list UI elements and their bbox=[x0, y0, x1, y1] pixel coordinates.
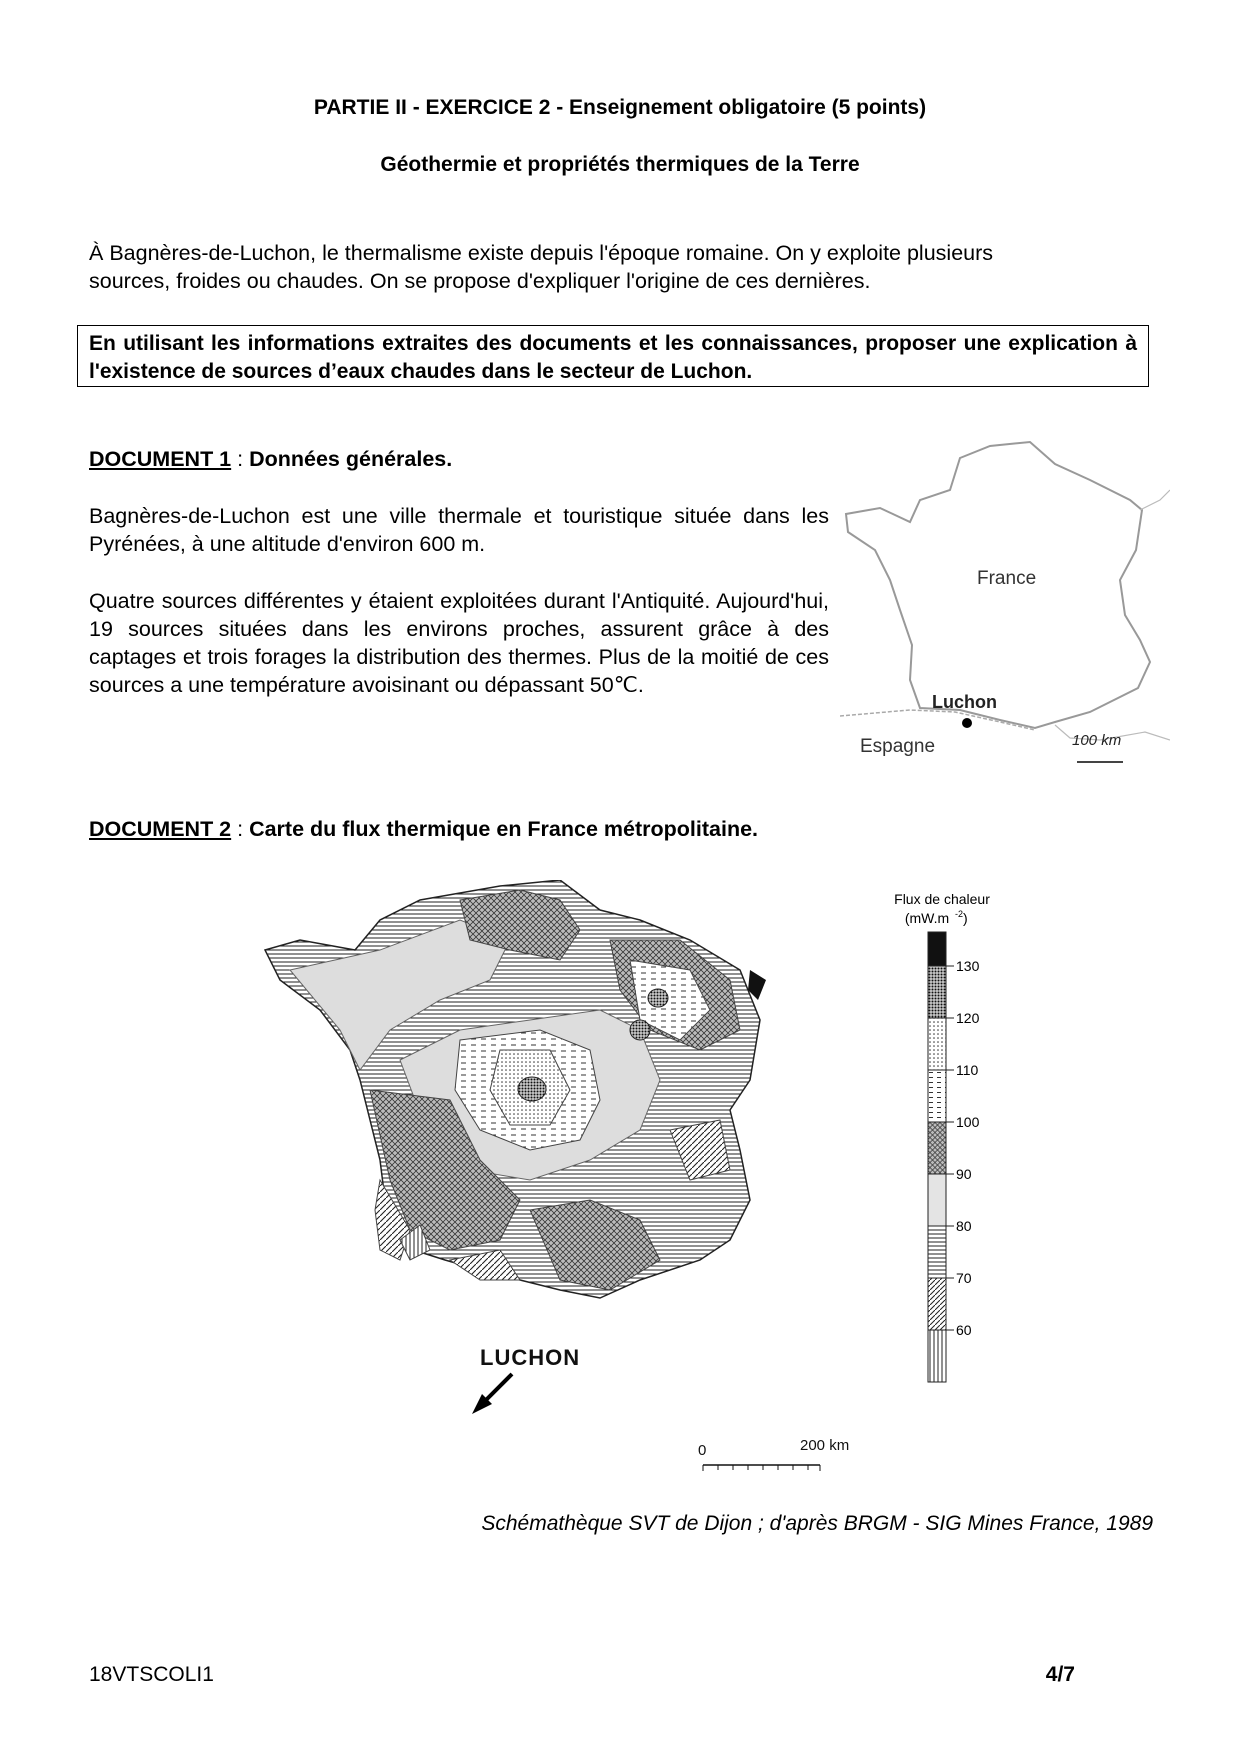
legend-swatch-100-110 bbox=[928, 1070, 946, 1122]
doc2-sep: : bbox=[231, 817, 250, 841]
legend-swatch-below-60 bbox=[928, 1330, 946, 1382]
legend-tick-label: 100 bbox=[956, 1114, 980, 1130]
locator-country-label: France bbox=[977, 568, 1037, 589]
heatmap-scale-end: 200 km bbox=[800, 1437, 850, 1454]
locator-city-label: Luchon bbox=[932, 692, 997, 712]
legend-tick-label: 120 bbox=[956, 1010, 980, 1026]
intro-line-2: sources, froides ou chaudes. On se propose d'expliquer l'origine de ces dernières. bbox=[89, 269, 871, 293]
legend-tick-label: 110 bbox=[956, 1062, 979, 1078]
legend-tick-label: 70 bbox=[956, 1270, 972, 1286]
doc2-title: Carte du flux thermique en France métropolitaine. bbox=[249, 817, 759, 841]
locator-scale-label: 100 km bbox=[1072, 732, 1122, 749]
heat-flux-legend bbox=[880, 880, 1020, 1420]
legend-swatch-70-80 bbox=[928, 1226, 946, 1278]
doc1-label: DOCUMENT 1 bbox=[89, 447, 232, 471]
legend-swatch-80-90 bbox=[928, 1174, 946, 1226]
locator-city-dot bbox=[962, 718, 972, 728]
legend-tick-label: 60 bbox=[956, 1322, 972, 1338]
doc1-paragraph-2: Quatre sources différentes y étaient exploitées durant l'Antiquité. Aujourd'hui, 19 sources situées dans les environs proches, assurent grâce à des captages et trois forages la distribution des thermes. Plus de la moitié de ces sources a une température avoisinant ou dépassant 50℃. bbox=[89, 589, 829, 697]
legend-title: Flux de chaleur bbox=[894, 891, 990, 907]
doc1-sep: : bbox=[231, 447, 250, 471]
doc1-locator-map bbox=[840, 440, 1170, 770]
legend-swatch-60-70 bbox=[928, 1278, 946, 1330]
footer-code: 18VTSCOLI1 bbox=[89, 1663, 214, 1686]
legend-unit-exp: -2 bbox=[955, 909, 964, 919]
doc2-heading bbox=[89, 817, 758, 842]
legend-swatch-above-130 bbox=[928, 932, 946, 966]
exercise-subtitle: Géothermie et propriétés thermiques de la Terre bbox=[380, 153, 860, 176]
locator-neighbor-label: Espagne bbox=[860, 736, 936, 757]
heatmap-scale-ticks bbox=[703, 1465, 820, 1471]
legend-unit: (mW.m bbox=[904, 910, 950, 926]
intro-line-1: À Bagnères-de-Luchon, le thermalisme existe depuis l'époque romaine. On y exploite plusieurs bbox=[89, 241, 994, 265]
legend-tick-label: 90 bbox=[956, 1166, 972, 1182]
doc1-paragraph-1: Bagnères-de-Luchon est une ville thermale et touristique située dans les Pyrénées, à une altitude d'environ 600 m. bbox=[89, 504, 829, 556]
doc1-title: Données générales. bbox=[249, 447, 453, 471]
legend-swatch-90-100 bbox=[928, 1122, 946, 1174]
legend-tick-label: 130 bbox=[956, 958, 980, 974]
legend-tick-label: 80 bbox=[956, 1218, 972, 1234]
legend-swatch-120-130 bbox=[928, 966, 946, 1018]
exercise-title: PARTIE II - EXERCICE 2 - Enseignement obligatoire (5 points) bbox=[313, 96, 927, 119]
doc1-heading bbox=[89, 447, 452, 472]
task-box: En utilisant les informations extraites des documents et les connaissances, proposer une explication à l'existence de sources d’eaux chaudes dans le secteur de Luchon. bbox=[77, 325, 1149, 387]
legend-ticks bbox=[946, 958, 980, 1338]
intro-paragraph bbox=[89, 239, 1151, 295]
heat-flux-map bbox=[260, 880, 880, 1500]
footer-page-number: 4/7 bbox=[1045, 1663, 1075, 1686]
luchon-label: LUCHON bbox=[480, 1345, 581, 1370]
legend-swatch-110-120 bbox=[928, 1018, 946, 1070]
heatmap-scale-start: 0 bbox=[698, 1442, 707, 1459]
doc2-label: DOCUMENT 2 bbox=[89, 817, 232, 841]
document-source: Schémathèque SVT de Dijon ; d'après BRGM - SIG Mines France, 1989 bbox=[481, 1512, 1153, 1535]
legend-unit-close: ) bbox=[963, 910, 968, 926]
